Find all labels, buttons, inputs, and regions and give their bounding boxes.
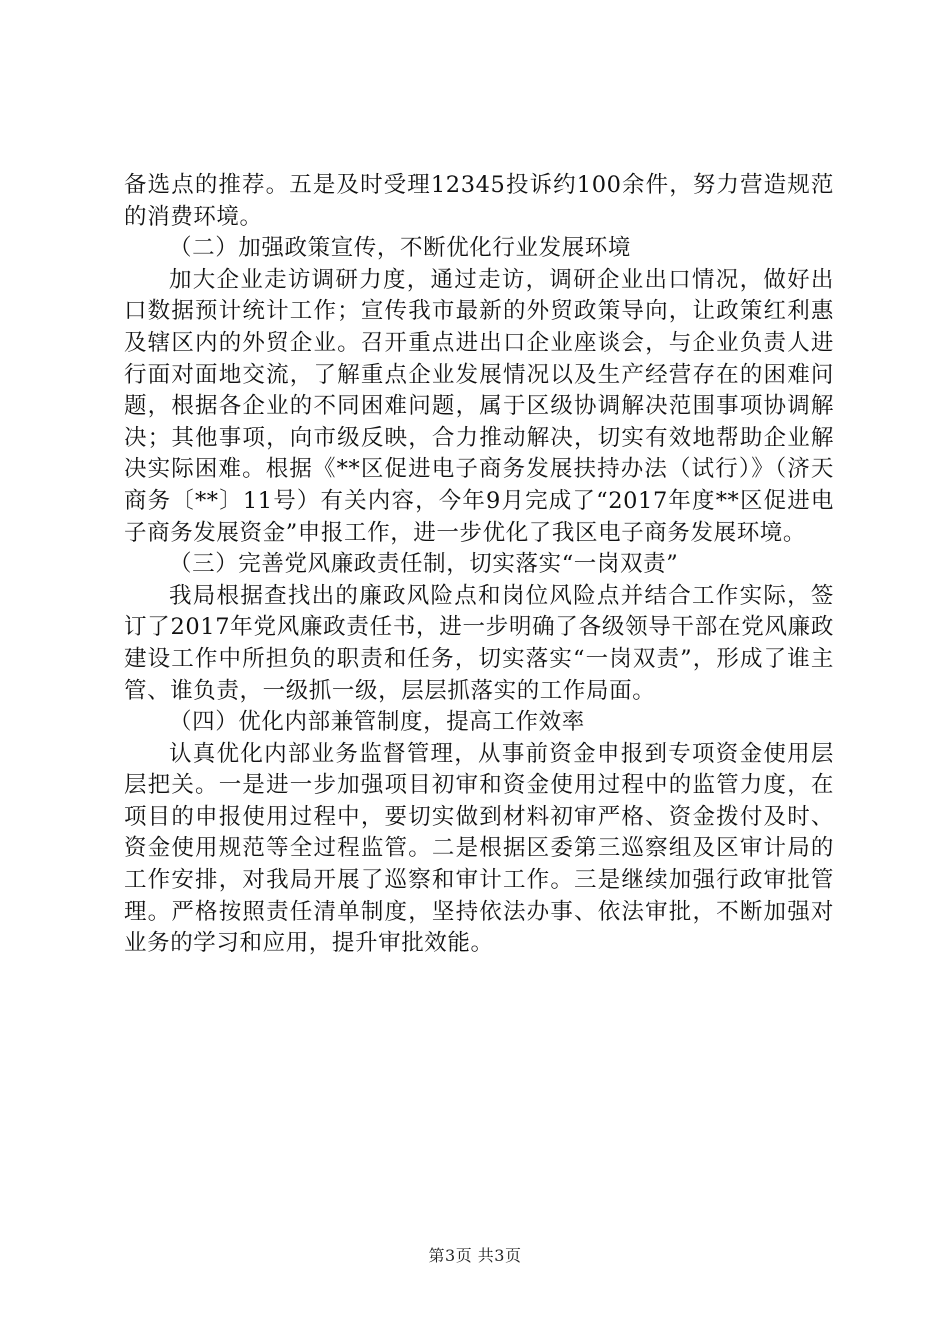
paragraph-continuation: 备选点的推荐。五是及时受理12345投诉约100余件，努力营造规范的消费环境。 <box>124 172 834 230</box>
section-heading-2: （二）加强政策宣传，不断优化行业发展环境 <box>169 235 632 262</box>
document-body <box>124 170 834 960</box>
paragraph-policy-promotion: 加大企业走访调研力度，通过走访，调研企业出口情况，做好出口数据预计统计工作；宣传我市最新的外贸政策导向，让政策红利惠及辖区内的外贸企业。召开重点进出口企业座谈会，与企业负责人进行面对面地交流，了解重点企业发展情况以及生产经营存在的困难问题，根据各企业的不同困难问题，属于区级协调解决范围事项协调解决；其他事项，向市级反映，合力推动解决，切实有效地帮助企业解决实际困难。根据《**区促进电子商务发展扶持办法（试行）》（济天商务〔**〕11号）有关内容，今年9月完成了“2017年度**区促进电子商务发展资金”申报工作，进一步优化了我区电子商务发展环境。 <box>124 266 834 546</box>
paragraph-internal-management: 认真优化内部业务监督管理，从事前资金申报到专项资金使用层层把关。一是进一步加强项目初审和资金使用过程中的监管力度，在项目的申报使用过程中，要切实做到材料初审严格、资金拨付及时、资金使用规范等全过程监管。二是根据区委第三巡察组及区审计局的工作安排，对我局开展了巡察和审计工作。三是继续加强行政审批管理。严格按照责任清单制度，坚持依法办事、依法审批，不断加强对业务的学习和应用，提升审批效能。 <box>124 740 834 957</box>
paragraph-clean-government: 我局根据查找出的廉政风险点和岗位风险点并结合工作实际，签订了2017年党风廉政责任书，进一步明确了各级领导干部在党风廉政建设工作中所担负的职责和任务，切实落实“一岗双责”，形成了谁主管、谁负责，一级抓一级，层层抓落实的工作局面。 <box>124 582 834 704</box>
section-heading-3: （三）完善党风廉政责任制，切实落实“一岗双责” <box>169 551 679 578</box>
page-number-footer: 第3页 共3页 <box>428 1246 522 1265</box>
section-heading-4: （四）优化内部兼管制度，提高工作效率 <box>169 709 585 736</box>
